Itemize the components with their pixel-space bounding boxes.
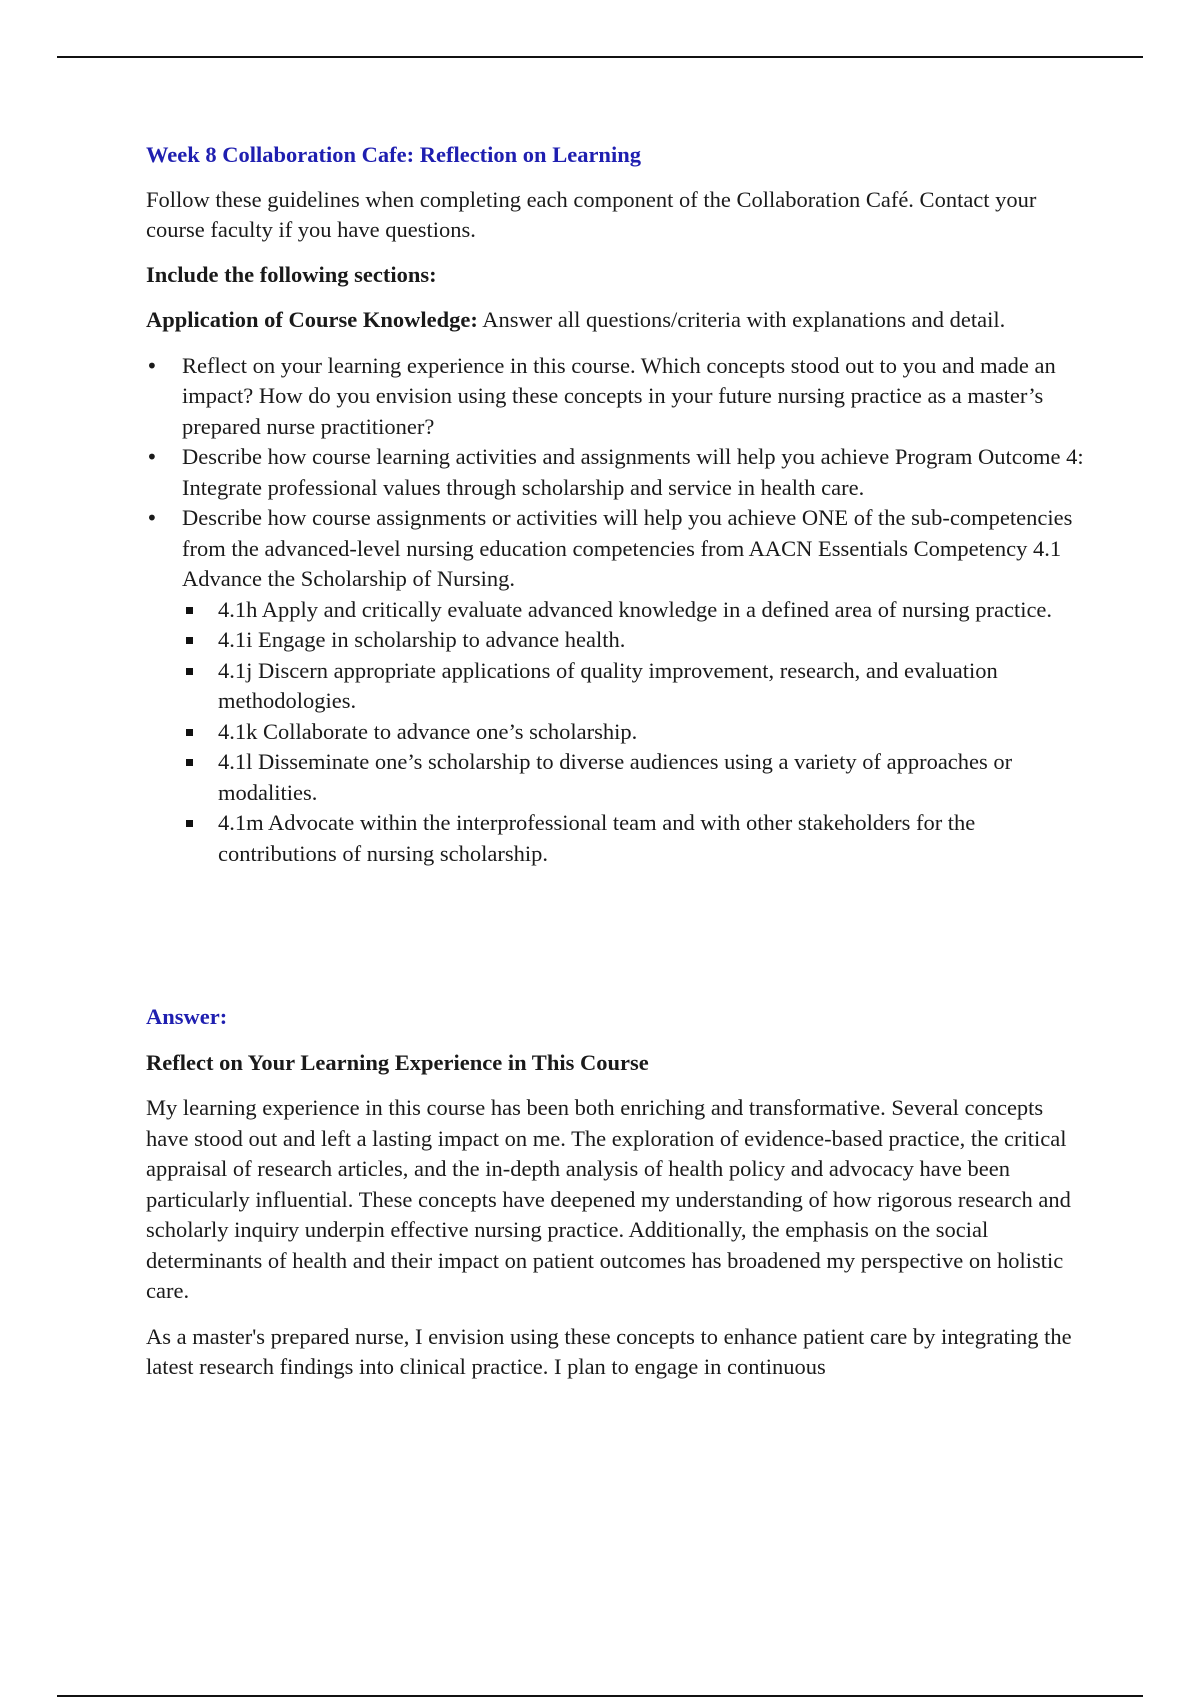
answer-paragraph-2: As a master's prepared nurse, I envision using these concepts to enhance patient care by integrating the latest research findings into clinical practice. I plan to engage in continuous (146, 1323, 1072, 1379)
sections-heading: Include the following sections: (146, 261, 437, 287)
bullet-icon: • (146, 506, 158, 530)
answer-paragraph-1: My learning experience in this course has been both enriching and transformative. Several concepts have stood out and left a lasting impact on me. The exploration of evidence-based practice, the critical appraisal of research articles, and the in-depth analysis of health policy and advocacy have been particularly influential. These concepts have deepened my understanding of how rigorous research and scholarly inquiry underpin effective nursing practice. Additionally, the emphasis on the social determinants of health and their impact on patient outcomes has broadened my perspective on holistic care. (146, 1095, 1071, 1303)
top-rule (57, 56, 1143, 58)
sub-list-item-text: 4.1h Apply and critically evaluate advanced knowledge in a defined area of nursing practice. (218, 596, 1053, 622)
sub-list-item-text: 4.1l Disseminate one’s scholarship to diverse audiences using a variety of approaches or modalities. (218, 749, 1013, 805)
list-item (146, 351, 1086, 443)
list-item (146, 503, 1086, 595)
sub-list-item-text: 4.1m Advocate within the interprofessional team and with other stakeholders for the contributions of nursing scholarship. (218, 810, 976, 866)
reflect-heading: Reflect on Your Learning Experience in This Course (146, 1049, 649, 1075)
sub-list-item (218, 595, 1086, 626)
square-bullet-icon (186, 637, 193, 644)
sub-list-item (218, 808, 1086, 869)
sub-list-item-text: 4.1k Collaborate to advance one’s scholarship. (218, 718, 638, 744)
sub-list-item (218, 747, 1086, 808)
bottom-rule (57, 1695, 1143, 1697)
list-item-text: Describe how course assignments or activities will help you achieve ONE of the sub-competencies from the advanced-level nursing education competencies from AACN Essentials Competency 4.1 Advance the Scholarship of Nursing. (182, 505, 1073, 591)
application-text: Answer all questions/criteria with explanations and detail. (477, 307, 1006, 332)
document-title: Week 8 Collaboration Cafe: Reflection on Learning (146, 142, 641, 167)
sub-list-item-text: 4.1j Discern appropriate applications of quality improvement, research, and evaluation methodologies. (218, 657, 998, 713)
sub-list-item (218, 717, 1086, 748)
list-item-text: Describe how course learning activities and assignments will help you achieve Program Outcome 4: Integrate professional values through scholarship and service in health care. (182, 444, 1084, 500)
application-lead: Application of Course Knowledge: (146, 307, 478, 332)
sub-list-item-text: 4.1i Engage in scholarship to advance health. (218, 627, 626, 652)
sub-list-item (218, 656, 1086, 717)
answer-label: Answer: (146, 1004, 228, 1029)
square-bullet-icon (186, 668, 193, 675)
bullet-icon: • (146, 445, 158, 469)
document-body (146, 140, 1086, 1383)
square-bullet-icon (186, 820, 193, 827)
intro-paragraph: Follow these guidelines when completing each component of the Collaboration Café. Contact your course faculty if you have questions. (146, 186, 1037, 242)
sub-bullet-list (146, 595, 1086, 870)
application-line (146, 305, 1086, 336)
square-bullet-icon (186, 729, 193, 736)
list-item (146, 442, 1086, 503)
square-bullet-icon (186, 759, 193, 766)
bullet-icon: • (146, 353, 158, 378)
sub-list-item (218, 625, 1086, 656)
bullet-list (146, 351, 1086, 595)
list-item-text: Reflect on your learning experience in this course. Which concepts stood out to you and made an impact? How do you envision using these concepts in your future nursing practice as a master’s prepared nurse practitioner? (182, 352, 1056, 439)
square-bullet-icon (186, 607, 193, 614)
